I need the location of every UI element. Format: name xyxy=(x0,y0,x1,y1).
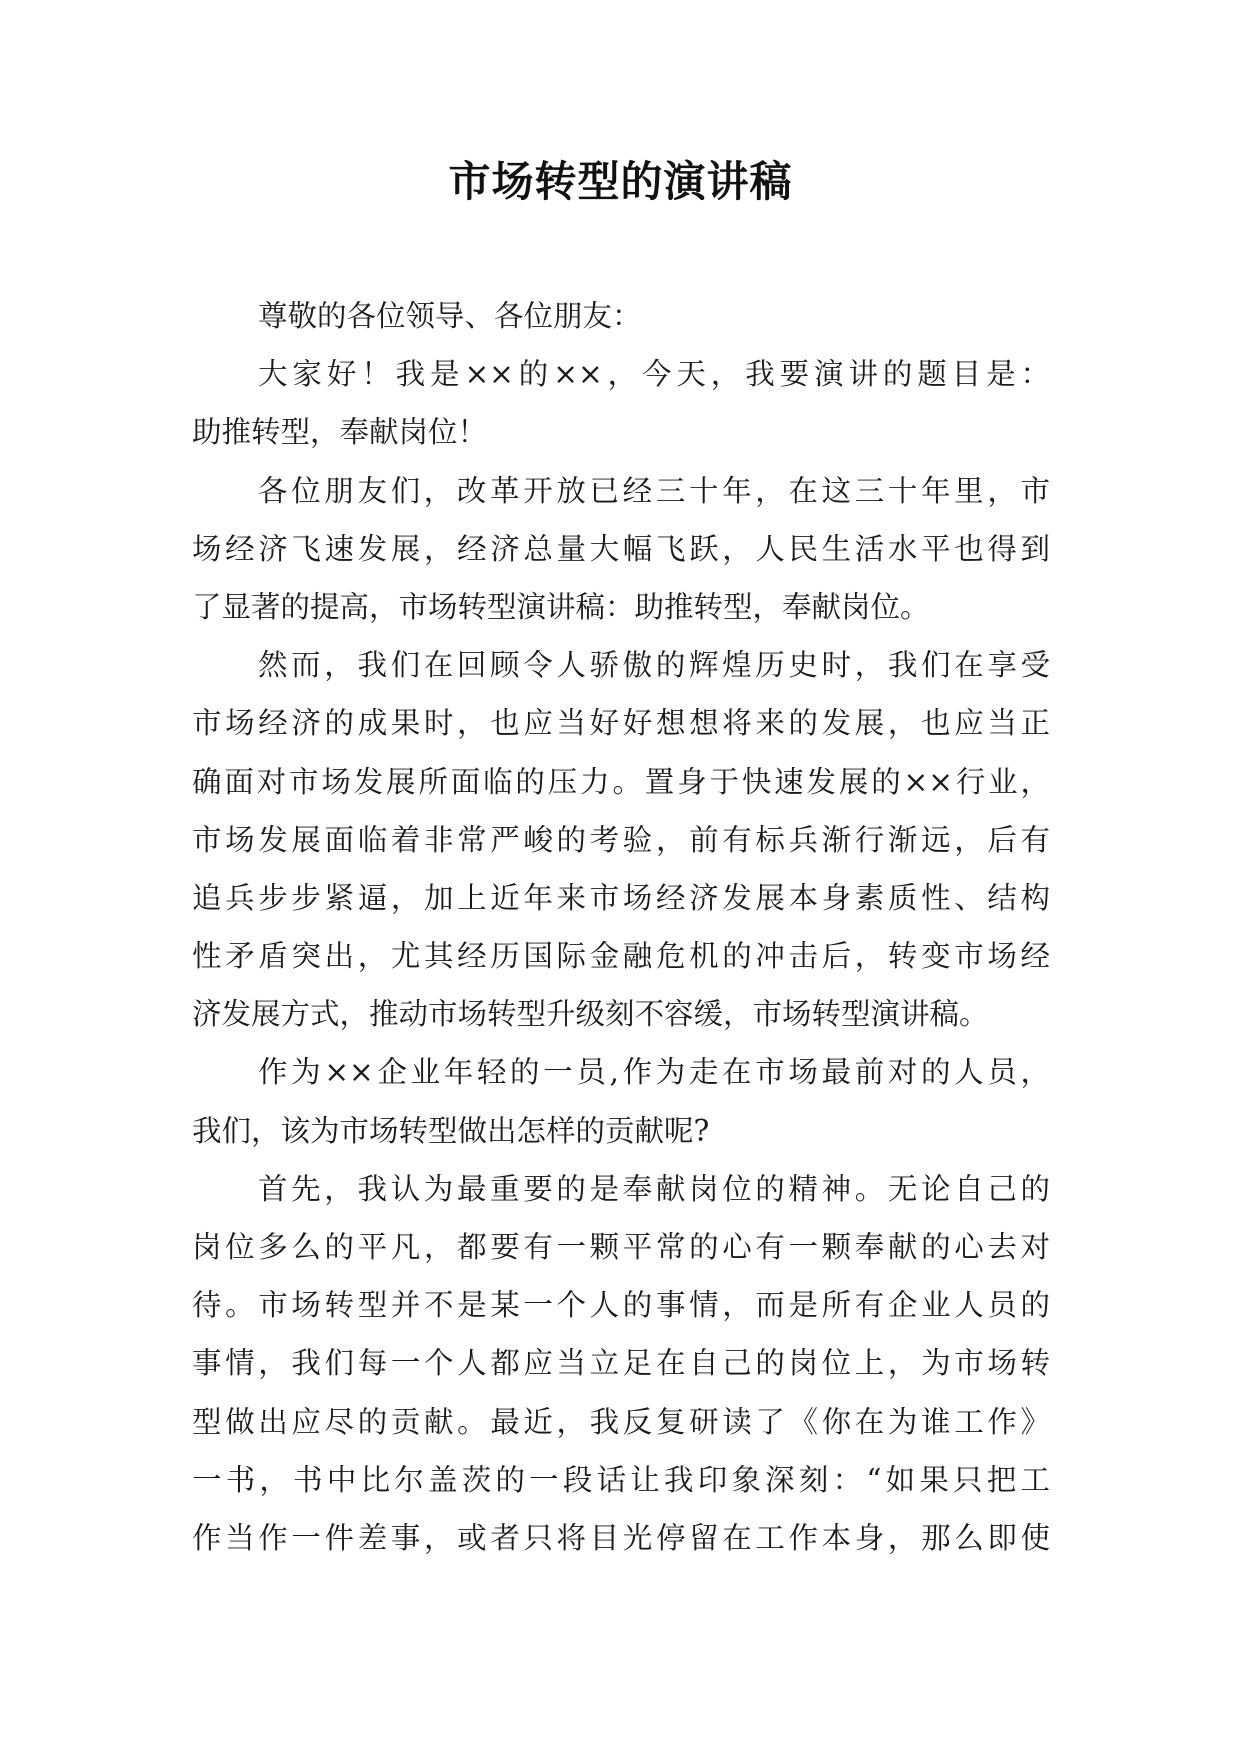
paragraph-line: 首先，我认为最重要的是奉献岗位的精神。无论自己的 xyxy=(258,1171,1050,1206)
paragraph-line: 市场经济的成果时，也应当好好想想将来的发展，也应当正 xyxy=(192,706,1050,741)
paragraph-line: 事情，我们每一个人都应当立足在自己的岗位上，为市场转 xyxy=(192,1346,1050,1381)
paragraph-line: 型做出应尽的贡献。最近，我反复研读了《你在为谁工作》 xyxy=(192,1404,1050,1439)
paragraph-line: 性矛盾突出，尤其经历国际金融危机的冲击后，转变市场经 xyxy=(192,939,1050,974)
document-body xyxy=(192,287,1050,1567)
paragraph-line: 我们，该为市场转型做出怎样的贡献呢? xyxy=(192,1113,710,1148)
salutation-line: 尊敬的各位领导、各位朋友： xyxy=(258,299,642,333)
paragraph-line: 然而，我们在回顾令人骄傲的辉煌历史时，我们在享受 xyxy=(258,648,1050,683)
paragraph-line: 助推转型，奉献岗位！ xyxy=(192,415,488,450)
paragraph-line: 作当作一件差事，或者只将目光停留在工作本身，那么即使 xyxy=(192,1520,1050,1555)
paragraph-line: 济发展方式，推动市场转型升级刻不容缓，市场转型演讲稿。 xyxy=(192,997,989,1032)
paragraph-line: 作为××企业年轻的一员,作为走在市场最前对的人员， xyxy=(258,1055,1050,1090)
paragraph-line: 大家好！我是××的××，今天，我要演讲的题目是： xyxy=(258,357,1050,392)
paragraph-line: 各位朋友们，改革开放已经三十年，在这三十年里，市 xyxy=(258,473,1050,508)
document-title: 市场转型的演讲稿 xyxy=(448,157,793,206)
paragraph-line: 市场发展面临着非常严峻的考验，前有标兵渐行渐远，后有 xyxy=(192,822,1050,857)
paragraph-line: 岗位多么的平凡，都要有一颗平常的心有一颗奉献的心去对 xyxy=(192,1230,1050,1264)
paragraph-line: 确面对市场发展所面临的压力。置身于快速发展的××行业， xyxy=(192,764,1050,799)
paragraph-line: 追兵步步紧逼，加上近年来市场经济发展本身素质性、结构 xyxy=(192,880,1050,915)
paragraph-line: 待。市场转型并不是某一个人的事情，而是所有企业人员的 xyxy=(192,1288,1050,1323)
paragraph-line: 场经济飞速发展，经济总量大幅飞跃，人民生活水平也得到 xyxy=(192,531,1050,566)
paragraph-line: 一书，书中比尔盖茨的一段话让我印象深刻：“如果只把工 xyxy=(192,1462,1050,1497)
paragraph-line: 了显著的提高，市场转型演讲稿：助推转型，奉献岗位。 xyxy=(192,589,930,624)
